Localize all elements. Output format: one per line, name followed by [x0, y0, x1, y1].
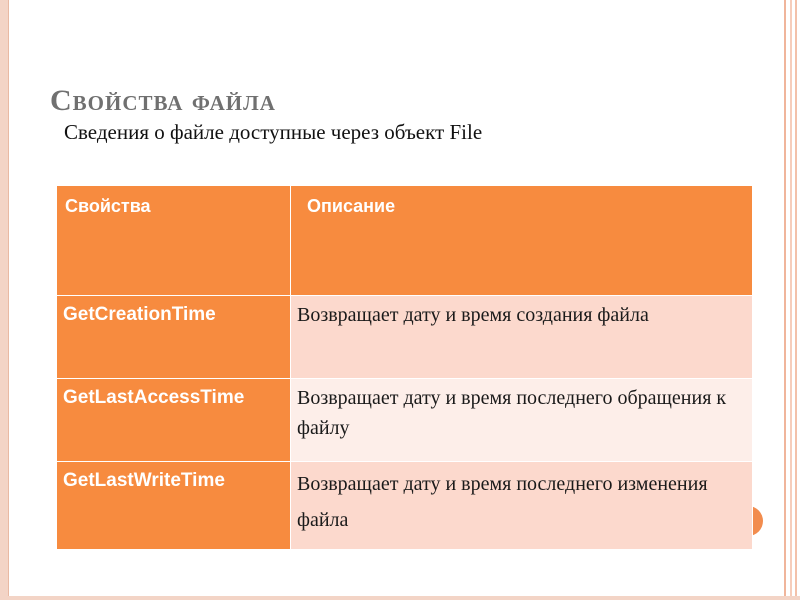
property-description: Возвращает дату и время последнего обращения к файлу [291, 379, 753, 462]
header-properties: Свойства [57, 186, 291, 296]
border-line [795, 0, 797, 600]
property-name: GetLastWriteTime [57, 462, 291, 550]
property-name: GetCreationTime [57, 296, 291, 379]
table-row [57, 462, 753, 550]
slide-right-border [782, 0, 800, 600]
slide-subtitle: Сведения о файле доступные через объект File [64, 120, 483, 144]
table-row [57, 379, 753, 462]
file-properties-table [56, 185, 753, 550]
border-line [790, 0, 792, 600]
header-description: Описание [291, 186, 753, 296]
property-name: GetLastAccessTime [57, 379, 291, 462]
slide-title: Свойства файла [50, 84, 276, 117]
border-line [784, 0, 786, 600]
slide-left-border [0, 0, 9, 600]
slide-bottom-border [0, 596, 800, 600]
property-description: Возвращает дату и время создания файла [291, 296, 753, 379]
table-header-row [57, 186, 753, 296]
table-row [57, 296, 753, 379]
property-description: Возвращает дату и время последнего изменения файла [291, 462, 753, 550]
